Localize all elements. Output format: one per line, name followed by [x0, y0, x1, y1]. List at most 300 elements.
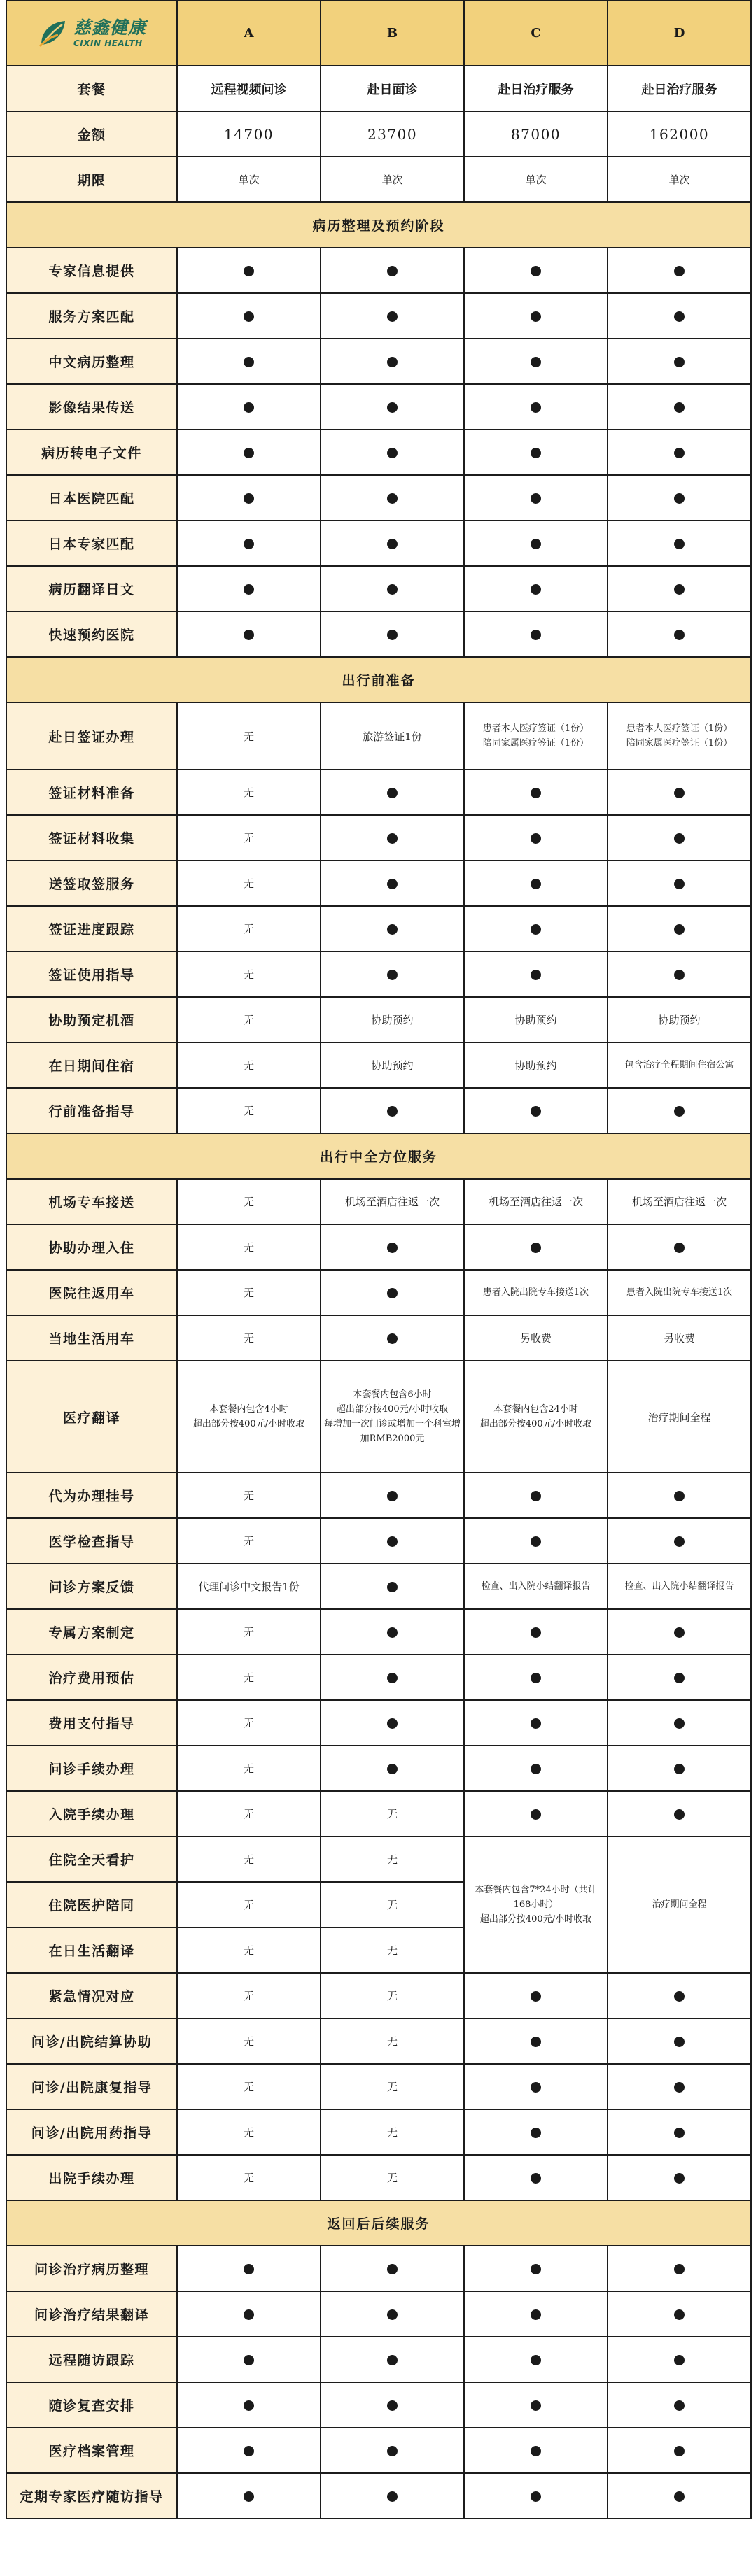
plan-b-included-cell: [321, 1315, 464, 1361]
plan-a-included-cell: [177, 293, 321, 339]
service-label: 协助办理入住: [6, 1224, 177, 1270]
included-dot-icon: [674, 833, 685, 844]
included-dot-icon: [531, 2355, 541, 2365]
service-row: [6, 339, 751, 384]
plan-a-detail-cell: 无: [177, 1746, 321, 1791]
included-dot-icon: [387, 2264, 398, 2274]
included-dot-icon: [531, 1809, 541, 1820]
plan-a-included-cell: [177, 384, 321, 430]
included-dot-icon: [387, 2400, 398, 2411]
service-row: [6, 2246, 751, 2291]
plan-a-detail-cell: 无: [177, 1973, 321, 2018]
included-dot-icon: [387, 493, 398, 504]
included-dot-icon: [387, 2355, 398, 2365]
plan-d-included-cell: [608, 815, 751, 861]
plan-b-included-cell: [321, 815, 464, 861]
service-label: 问诊/出院康复指导: [6, 2064, 177, 2109]
service-row: [6, 2337, 751, 2382]
plan-a-detail-cell: 无: [177, 1270, 321, 1315]
service-row: [6, 566, 751, 611]
included-dot-icon: [387, 1627, 398, 1638]
service-label: 当地生活用车: [6, 1315, 177, 1361]
service-label: 入院手续办理: [6, 1791, 177, 1837]
package-comparison-table: [6, 0, 752, 2519]
included-dot-icon: [531, 2446, 541, 2456]
plan-d-included-cell: [608, 906, 751, 951]
plan-c-detail-cell: 协助预约: [464, 1042, 608, 1088]
included-dot-icon: [531, 266, 541, 276]
plan-d-included-cell: [608, 384, 751, 430]
service-row: [6, 1837, 751, 1882]
included-dot-icon: [387, 1718, 398, 1729]
service-row: [6, 1361, 751, 1473]
included-dot-icon: [674, 584, 685, 595]
service-row: [6, 906, 751, 951]
plan-c-included-cell: [464, 1518, 608, 1564]
included-dot-icon: [387, 1491, 398, 1501]
service-row: [6, 2428, 751, 2473]
service-row: [6, 1473, 751, 1518]
service-label: 紧急情况对应: [6, 1973, 177, 2018]
period-row: [6, 157, 751, 202]
service-label: 问诊/出院用药指导: [6, 2109, 177, 2155]
included-dot-icon: [387, 924, 398, 935]
service-row: [6, 2064, 751, 2109]
included-dot-icon: [387, 584, 398, 595]
plan-d-included-cell: [608, 339, 751, 384]
plan-b-detail-cell: 无: [321, 1882, 464, 1927]
plan-d-included-cell: [608, 2428, 751, 2473]
service-row: [6, 475, 751, 521]
included-dot-icon: [387, 1764, 398, 1774]
included-dot-icon: [531, 1243, 541, 1253]
plan-c-included-cell: [464, 861, 608, 906]
plan-d-detail-cell: 协助预约: [608, 997, 751, 1042]
plan-d-detail-cell: 包含治疗全程期间住宿公寓: [608, 1042, 751, 1088]
plan-d-period: 单次: [608, 157, 751, 202]
included-dot-icon: [387, 1288, 398, 1298]
included-dot-icon: [674, 1536, 685, 1547]
plan-a-detail-cell: 无: [177, 1791, 321, 1837]
plan-b-included-cell: [321, 611, 464, 657]
included-dot-icon: [674, 402, 685, 413]
service-label: 中文病历整理: [6, 339, 177, 384]
included-dot-icon: [387, 833, 398, 844]
plan-b-detail-cell: 无: [321, 2109, 464, 2155]
plan-b-included-cell: [321, 1088, 464, 1133]
included-dot-icon: [674, 448, 685, 458]
included-dot-icon: [674, 1491, 685, 1501]
service-label: 签证进度跟踪: [6, 906, 177, 951]
plan-b-included-cell: [321, 566, 464, 611]
included-dot-icon: [674, 311, 685, 322]
plan-d-included-cell: [608, 861, 751, 906]
plan-a-included-cell: [177, 475, 321, 521]
plan-b-included-cell: [321, 2246, 464, 2291]
plan-a-detail-cell: 无: [177, 1882, 321, 1927]
plan-a-included-cell: [177, 2382, 321, 2428]
included-dot-icon: [387, 539, 398, 549]
included-dot-icon: [387, 448, 398, 458]
plan-a-detail-cell: 本套餐内包含4小时 超出部分按400元/小时收取: [177, 1361, 321, 1473]
included-dot-icon: [531, 788, 541, 798]
service-row: [6, 1518, 751, 1564]
plan-b-detail-cell: 本套餐内包含6小时 超出部分按400元/小时收取 每增加一次门诊或增加一个科室增加RMB2000元: [321, 1361, 464, 1473]
plan-d-included-cell: [608, 293, 751, 339]
plan-a-included-cell: [177, 339, 321, 384]
logo-text-cn: 慈鑫健康: [73, 17, 146, 38]
plan-c-included-cell: [464, 2291, 608, 2337]
included-dot-icon: [387, 630, 398, 640]
plan-a-detail-cell: 无: [177, 1700, 321, 1746]
plan-a-detail-cell: 无: [177, 1927, 321, 1973]
service-label: 服务方案匹配: [6, 293, 177, 339]
plan-c-included-cell: [464, 1700, 608, 1746]
plan-b-included-cell: [321, 1746, 464, 1791]
plan-a-detail-cell: 无: [177, 906, 321, 951]
included-dot-icon: [244, 539, 254, 549]
plan-b-included-cell: [321, 1564, 464, 1609]
plan-a-detail-cell: 无: [177, 1179, 321, 1224]
plan-a-detail-cell: 无: [177, 1473, 321, 1518]
plan-a-included-cell: [177, 248, 321, 293]
amount-row: [6, 111, 751, 157]
service-row: [6, 2291, 751, 2337]
plan-c-included-cell: [464, 611, 608, 657]
plan-a-detail-cell: 无: [177, 861, 321, 906]
plan-a-detail-cell: 代理问诊中文报告1份: [177, 1564, 321, 1609]
plan-c-amount: 87000: [464, 111, 608, 157]
plan-a-detail-cell: 无: [177, 1837, 321, 1882]
service-row: [6, 997, 751, 1042]
included-dot-icon: [387, 266, 398, 276]
plan-c-included-cell: [464, 1473, 608, 1518]
plan-c-included-cell: [464, 770, 608, 815]
included-dot-icon: [674, 2264, 685, 2274]
plan-c-included-cell: [464, 815, 608, 861]
plan-b-header: B: [321, 1, 464, 66]
section-header-row: [6, 1133, 751, 1179]
service-label: 住院医护陪同: [6, 1882, 177, 1927]
service-label: 医院往返用车: [6, 1270, 177, 1315]
plan-d-name: 赴日治疗服务: [608, 66, 751, 111]
plan-d-detail-cell: 治疗期间全程: [608, 1837, 751, 1973]
included-dot-icon: [244, 448, 254, 458]
plan-d-included-cell: [608, 1700, 751, 1746]
included-dot-icon: [387, 2491, 398, 2502]
included-dot-icon: [531, 2400, 541, 2411]
included-dot-icon: [531, 2309, 541, 2320]
service-row: [6, 2155, 751, 2200]
period-label: 期限: [6, 157, 177, 202]
plan-d-included-cell: [608, 1518, 751, 1564]
plan-b-included-cell: [321, 1473, 464, 1518]
included-dot-icon: [674, 1991, 685, 2002]
plan-d-included-cell: [608, 1224, 751, 1270]
plan-c-included-cell: [464, 430, 608, 475]
plan-d-detail-cell: 检查、出入院小结翻译报告: [608, 1564, 751, 1609]
plan-c-included-cell: [464, 2428, 608, 2473]
plan-c-included-cell: [464, 384, 608, 430]
plan-d-included-cell: [608, 2291, 751, 2337]
service-label: 远程随访跟踪: [6, 2337, 177, 2382]
plan-d-included-cell: [608, 611, 751, 657]
plan-a-detail-cell: 无: [177, 1609, 321, 1655]
included-dot-icon: [531, 1491, 541, 1501]
plan-a-detail-cell: 无: [177, 815, 321, 861]
plan-b-detail-cell: 无: [321, 2155, 464, 2200]
service-row: [6, 1270, 751, 1315]
plan-c-included-cell: [464, 293, 608, 339]
plan-c-header: C: [464, 1, 608, 66]
plan-c-detail-cell: 患者入院出院专车接送1次: [464, 1270, 608, 1315]
plan-d-included-cell: [608, 2473, 751, 2519]
plan-a-detail-cell: 无: [177, 2018, 321, 2064]
included-dot-icon: [387, 879, 398, 889]
service-row: [6, 2473, 751, 2519]
plan-c-included-cell: [464, 2382, 608, 2428]
service-row: [6, 815, 751, 861]
plan-a-included-cell: [177, 521, 321, 566]
plan-b-included-cell: [321, 861, 464, 906]
included-dot-icon: [531, 2128, 541, 2138]
included-dot-icon: [387, 970, 398, 980]
plan-a-detail-cell: 无: [177, 1315, 321, 1361]
service-row: [6, 1746, 751, 1791]
service-row: [6, 1700, 751, 1746]
plan-b-included-cell: [321, 521, 464, 566]
plan-c-included-cell: [464, 1224, 608, 1270]
included-dot-icon: [531, 2037, 541, 2047]
included-dot-icon: [674, 2037, 685, 2047]
included-dot-icon: [674, 2082, 685, 2093]
header-row: [6, 1, 751, 66]
included-dot-icon: [244, 493, 254, 504]
service-row: [6, 1564, 751, 1609]
plan-c-detail-cell: 机场至酒店往返一次: [464, 1179, 608, 1224]
service-label: 专家信息提供: [6, 248, 177, 293]
plan-b-included-cell: [321, 339, 464, 384]
service-row: [6, 1973, 751, 2018]
plan-a-detail-cell: 无: [177, 951, 321, 997]
service-label: 医学检查指导: [6, 1518, 177, 1564]
plan-c-included-cell: [464, 2337, 608, 2382]
plan-b-detail-cell: 无: [321, 2018, 464, 2064]
plan-d-included-cell: [608, 1609, 751, 1655]
plan-d-included-cell: [608, 2109, 751, 2155]
plan-d-included-cell: [608, 951, 751, 997]
plan-b-detail-cell: 协助预约: [321, 997, 464, 1042]
service-label: 问诊治疗结果翻译: [6, 2291, 177, 2337]
included-dot-icon: [387, 2446, 398, 2456]
included-dot-icon: [531, 1718, 541, 1729]
plan-label: 套餐: [6, 66, 177, 111]
plan-a-detail-cell: 无: [177, 2064, 321, 2109]
package-comparison-page: [6, 0, 750, 2519]
plan-c-included-cell: [464, 2246, 608, 2291]
plan-c-name: 赴日治疗服务: [464, 66, 608, 111]
included-dot-icon: [531, 1536, 541, 1547]
plan-b-included-cell: [321, 2473, 464, 2519]
plan-a-detail-cell: 无: [177, 997, 321, 1042]
plan-a-included-cell: [177, 430, 321, 475]
service-label: 机场专车接送: [6, 1179, 177, 1224]
service-label: 随诊复查安排: [6, 2382, 177, 2428]
plan-d-included-cell: [608, 248, 751, 293]
included-dot-icon: [531, 2082, 541, 2093]
plan-b-included-cell: [321, 951, 464, 997]
service-label: 日本专家匹配: [6, 521, 177, 566]
included-dot-icon: [531, 493, 541, 504]
plan-d-included-cell: [608, 2246, 751, 2291]
included-dot-icon: [674, 2128, 685, 2138]
section-title: 返回后后续服务: [6, 2200, 751, 2246]
service-label: 影像结果传送: [6, 384, 177, 430]
plan-c-included-cell: [464, 1609, 608, 1655]
service-label: 赴日签证办理: [6, 702, 177, 770]
plan-b-included-cell: [321, 1518, 464, 1564]
included-dot-icon: [531, 1991, 541, 2002]
service-label: 医疗翻译: [6, 1361, 177, 1473]
service-label: 定期专家医疗随访指导: [6, 2473, 177, 2519]
included-dot-icon: [674, 357, 685, 367]
included-dot-icon: [674, 2446, 685, 2456]
service-label: 住院全天看护: [6, 1837, 177, 1882]
plan-a-included-cell: [177, 2473, 321, 2519]
service-row: [6, 521, 751, 566]
plan-d-included-cell: [608, 430, 751, 475]
plan-a-included-cell: [177, 611, 321, 657]
service-row: [6, 951, 751, 997]
included-dot-icon: [531, 1673, 541, 1683]
service-label: 病历翻译日文: [6, 566, 177, 611]
included-dot-icon: [674, 493, 685, 504]
plan-b-included-cell: [321, 1270, 464, 1315]
service-row: [6, 861, 751, 906]
included-dot-icon: [674, 1106, 685, 1117]
service-row: [6, 1042, 751, 1088]
included-dot-icon: [674, 879, 685, 889]
included-dot-icon: [674, 2355, 685, 2365]
plan-a-included-cell: [177, 566, 321, 611]
included-dot-icon: [244, 266, 254, 276]
included-dot-icon: [674, 1627, 685, 1638]
service-row: [6, 1655, 751, 1700]
service-label: 送签取签服务: [6, 861, 177, 906]
included-dot-icon: [387, 1243, 398, 1253]
service-label: 病历转电子文件: [6, 430, 177, 475]
service-label: 日本医院匹配: [6, 475, 177, 521]
included-dot-icon: [387, 402, 398, 413]
plan-d-included-cell: [608, 2018, 751, 2064]
included-dot-icon: [244, 357, 254, 367]
plan-b-included-cell: [321, 475, 464, 521]
included-dot-icon: [674, 630, 685, 640]
plan-b-included-cell: [321, 1224, 464, 1270]
plan-a-amount: 14700: [177, 111, 321, 157]
included-dot-icon: [531, 2173, 541, 2184]
plan-c-included-cell: [464, 2109, 608, 2155]
plan-b-detail-cell: 协助预约: [321, 1042, 464, 1088]
included-dot-icon: [674, 2400, 685, 2411]
plan-name-row: [6, 66, 751, 111]
service-row: [6, 248, 751, 293]
plan-b-included-cell: [321, 1700, 464, 1746]
plan-a-detail-cell: 无: [177, 2109, 321, 2155]
section-title: 出行前准备: [6, 657, 751, 702]
plan-a-name: 远程视频问诊: [177, 66, 321, 111]
included-dot-icon: [531, 311, 541, 322]
included-dot-icon: [674, 266, 685, 276]
plan-b-included-cell: [321, 2337, 464, 2382]
service-label: 代为办理挂号: [6, 1473, 177, 1518]
service-label: 问诊治疗病历整理: [6, 2246, 177, 2291]
section-header-row: [6, 202, 751, 248]
plan-c-detail-cell: 检查、出入院小结翻译报告: [464, 1564, 608, 1609]
included-dot-icon: [674, 2309, 685, 2320]
plan-b-period: 单次: [321, 157, 464, 202]
section-title: 出行中全方位服务: [6, 1133, 751, 1179]
plan-a-header: A: [177, 1, 321, 66]
plan-d-detail-cell: 治疗期间全程: [608, 1361, 751, 1473]
plan-d-detail-cell: 患者本人医疗签证（1份） 陪同家属医疗签证（1份）: [608, 702, 751, 770]
plan-d-included-cell: [608, 2064, 751, 2109]
plan-b-included-cell: [321, 906, 464, 951]
service-label: 协助预定机酒: [6, 997, 177, 1042]
plan-b-detail-cell: 无: [321, 1791, 464, 1837]
plan-a-included-cell: [177, 2337, 321, 2382]
included-dot-icon: [387, 2309, 398, 2320]
plan-a-detail-cell: 无: [177, 1088, 321, 1133]
included-dot-icon: [244, 2400, 254, 2411]
included-dot-icon: [674, 2173, 685, 2184]
logo-text-en: CIXIN HEALTH: [73, 38, 143, 48]
plan-c-detail-cell: 另收费: [464, 1315, 608, 1361]
service-label: 签证材料准备: [6, 770, 177, 815]
service-label: 在日期间住宿: [6, 1042, 177, 1088]
plan-d-included-cell: [608, 1973, 751, 2018]
leaf-logo-icon: [37, 18, 68, 49]
plan-c-included-cell: [464, 2473, 608, 2519]
logo-cell: [6, 1, 177, 66]
service-row: [6, 1609, 751, 1655]
service-label: 行前准备指导: [6, 1088, 177, 1133]
service-row: [6, 1315, 751, 1361]
plan-c-included-cell: [464, 951, 608, 997]
plan-a-detail-cell: 无: [177, 770, 321, 815]
plan-b-name: 赴日面诊: [321, 66, 464, 111]
plan-d-included-cell: [608, 2155, 751, 2200]
plan-d-included-cell: [608, 1655, 751, 1700]
plan-c-included-cell: [464, 1973, 608, 2018]
included-dot-icon: [674, 539, 685, 549]
plan-a-detail-cell: 无: [177, 1042, 321, 1088]
plan-b-included-cell: [321, 2428, 464, 2473]
plan-c-period: 单次: [464, 157, 608, 202]
service-row: [6, 1791, 751, 1837]
plan-a-period: 单次: [177, 157, 321, 202]
service-row: [6, 2018, 751, 2064]
plan-c-included-cell: [464, 521, 608, 566]
included-dot-icon: [387, 311, 398, 322]
plan-c-detail-cell: 本套餐内包含24小时 超出部分按400元/小时收取: [464, 1361, 608, 1473]
included-dot-icon: [387, 788, 398, 798]
plan-d-included-cell: [608, 521, 751, 566]
included-dot-icon: [674, 788, 685, 798]
included-dot-icon: [674, 1809, 685, 1820]
included-dot-icon: [531, 357, 541, 367]
plan-c-included-cell: [464, 566, 608, 611]
